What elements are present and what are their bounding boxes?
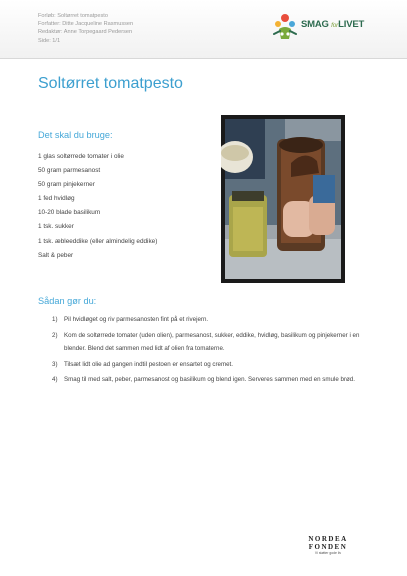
ingredient-item: 50 gram parmesanost (38, 167, 101, 175)
ingredient-list (38, 150, 157, 263)
ingredient-item: 1 glas soltørrede tomater i olie (38, 153, 124, 160)
method-heading: Sådan gør du: (38, 296, 97, 306)
brand-wordmark (301, 19, 364, 30)
breadcrumb: Forløb: Soltørret tomatpesto (38, 13, 108, 19)
method-steps (38, 313, 368, 389)
step-number: 4) (52, 376, 58, 384)
step-number: 3) (52, 360, 58, 368)
step-text: Tilsæt lidt olie ad gangen indtil pestoen er ensartet og cremet. (64, 360, 233, 368)
ingredient-item: 1 tsk. sukker (38, 223, 74, 231)
fruit-figure-icon (271, 12, 301, 42)
step-text: Smag til med salt, peber, parmesanost og basilikum og blend igen. Serveres sammen med en smule brød. (64, 376, 355, 384)
sponsor-name-line2: FONDEN (308, 543, 348, 551)
ingredient-item: 1 fed hvidløg (38, 195, 75, 203)
ingredient-item: 10-20 blade basilikum (38, 209, 101, 217)
brand-suffix: LIVET (338, 19, 365, 30)
document-meta (38, 12, 133, 45)
smag-for-livet-logo (271, 12, 381, 42)
method-step (38, 313, 368, 327)
ingredient-item: Salt & peber (38, 251, 74, 259)
author-line: Forfatter: Ditte Jacqueline Rasmussen (38, 21, 134, 28)
brand-connector: for (331, 22, 339, 29)
brand-name: SMAG (301, 19, 329, 30)
sponsor-name-line1: NORDEA (308, 535, 348, 543)
step-number: 2) (52, 331, 58, 339)
step-text: Kom de soltørrede tomater (uden olien), parmesanost, sukker, eddike, hvidløg, basilikum og pinjekerner i en blender. Blend det sammen med lidt af olien fra tomaterne. (64, 331, 360, 353)
method-step (38, 358, 368, 372)
step-text: Pil hvidløget og riv parmesanosten fint på et rivejern. (64, 316, 209, 323)
editor-line: Redaktør: Anne Torpegaard Pedersen (38, 29, 133, 36)
recipe-title: Soltørret tomatpesto (38, 75, 183, 92)
page-header (0, 0, 407, 59)
ingredient-item: 50 gram pinjekerner (38, 181, 95, 189)
pesto-jars-image (221, 115, 345, 283)
method-step (38, 373, 368, 387)
step-number: 1) (52, 316, 58, 323)
ingredient-item: 1 tsk. æbleeddike (eller almindelig eddike) (38, 237, 158, 245)
ingredients-heading: Det skal du bruge: (38, 130, 113, 140)
method-step (38, 329, 368, 356)
sponsor-tagline: Vi støtter gode liv (314, 551, 342, 555)
nordea-fonden-logo (298, 535, 358, 556)
recipe-photo (221, 115, 345, 283)
page-number: Side: 1/1 (38, 37, 61, 44)
